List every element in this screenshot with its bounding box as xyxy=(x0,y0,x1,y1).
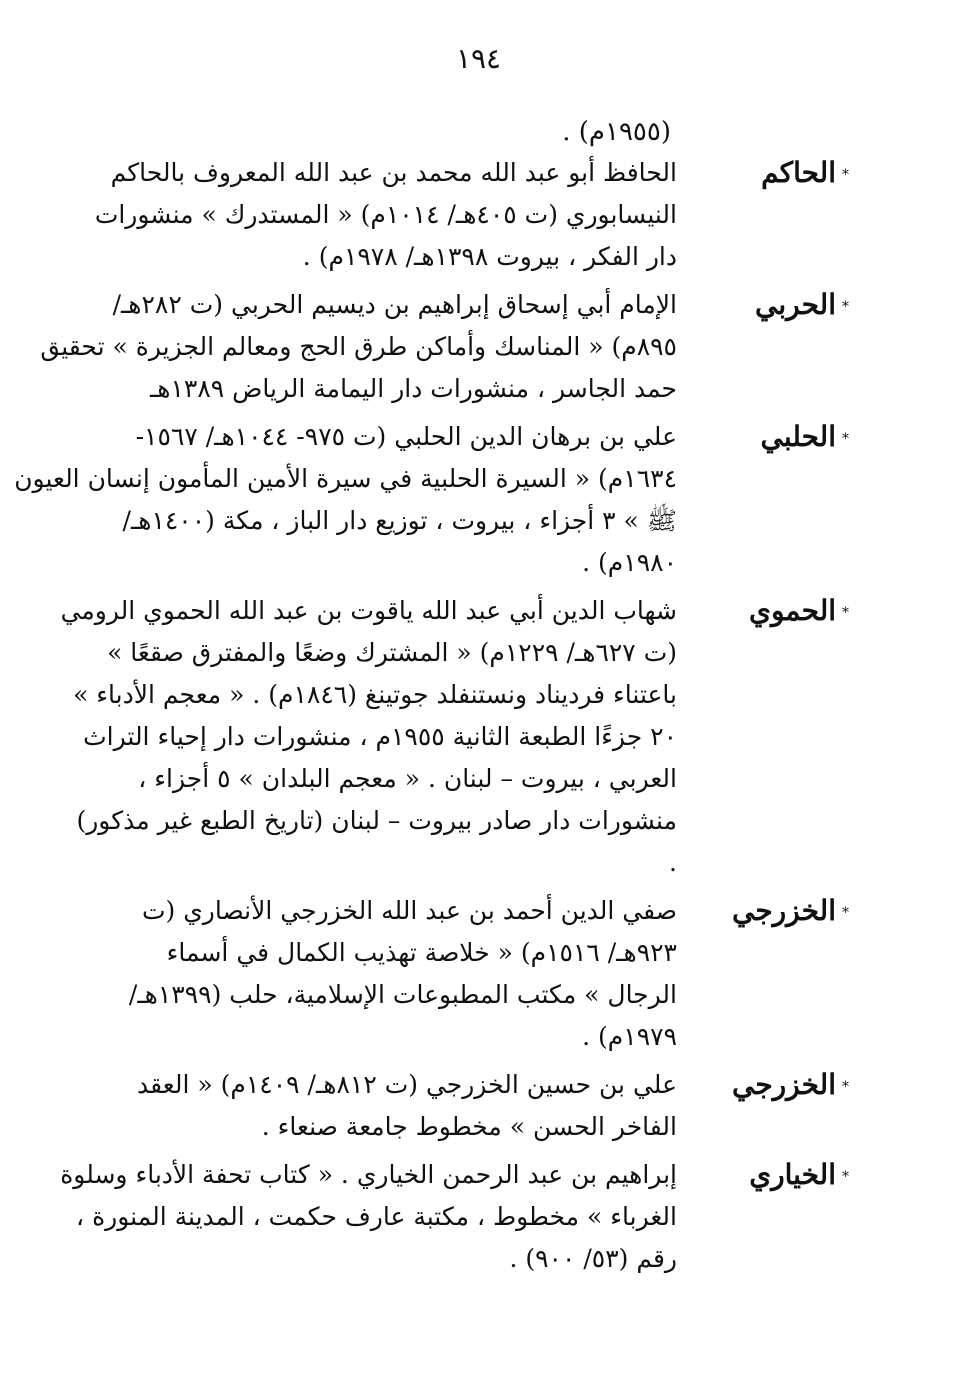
entry-author-name xyxy=(679,1154,849,1198)
entry-line: ١٩٧٩م) . xyxy=(582,1022,677,1051)
entry-line: باعتناء فرديناد ونستنفلد جوتينغ (١٨٤٦م) . « معجم الأدباء » xyxy=(73,680,677,709)
entry-line: ٢٠ جزءًا الطبعة الثانية ١٩٥٥م ، منشورات دار إحياء التراث xyxy=(83,722,677,751)
entry-line: الفاخر الحسن » مخطوط جامعة صنعاء . xyxy=(261,1112,677,1141)
bibliography-entry xyxy=(0,590,957,884)
entry-line: الإمام أبي إسحاق إبراهيم بن ديسيم الحربي (ت ٢٨٢هـ/ xyxy=(112,290,677,319)
entry-author-name xyxy=(679,284,849,328)
bibliography-entry xyxy=(0,1064,957,1148)
entry-line: ١٦٣٤م) « السيرة الحلبية في سيرة الأمين المأمون إنسان العيون xyxy=(14,464,677,493)
entry-author-name xyxy=(679,890,849,934)
entry-line: شهاب الدين أبي عبد الله ياقوت بن عبد الله الحموي الرومي xyxy=(60,596,677,625)
bibliography-list xyxy=(0,152,957,1286)
entry-marker: * xyxy=(842,1078,849,1095)
entry-line: ﷺ » ٣ أجزاء ، بيروت ، توزيع دار الباز ، مكة (١٤٠٠هـ/ xyxy=(122,506,677,535)
entry-marker: * xyxy=(842,1168,849,1185)
entry-line: رقم (٥٣/ ٩٠٠) . xyxy=(509,1244,677,1273)
entry-description xyxy=(60,1154,677,1280)
entry-line: النيسابوري (ت ٤٠٥هـ/ ١٠١٤م) « المستدرك » منشورات xyxy=(94,200,677,229)
bibliography-entry xyxy=(0,152,957,278)
entry-name-text: الخياري xyxy=(749,1158,836,1191)
entry-line: علي بن برهان الدين الحلبي (ت ٩٧٥- ١٠٤٤هـ/ ١٥٦٧- xyxy=(135,422,677,451)
entry-description xyxy=(60,590,677,884)
entry-name-text: الحاكم xyxy=(761,156,836,189)
entry-line: صفي الدين أحمد بن عبد الله الخزرجي الأنصاري (ت xyxy=(142,896,677,925)
entry-description xyxy=(40,284,677,410)
entry-line: الرجال » مكتب المطبوعات الإسلامية، حلب (١٣٩٩هـ/ xyxy=(128,980,677,1009)
entry-marker: * xyxy=(842,166,849,183)
bibliography-entry xyxy=(0,416,957,584)
page-number: ١٩٤ xyxy=(455,42,502,75)
entry-line: دار الفكر ، بيروت ١٣٩٨هـ/ ١٩٧٨م) . xyxy=(302,242,677,271)
entry-description xyxy=(94,152,677,278)
entry-line: إبراهيم بن عبد الرحمن الخياري . « كتاب تحفة الأدباء وسلوة xyxy=(60,1160,677,1189)
entry-name-text: الخزرجي xyxy=(731,1068,836,1101)
entry-author-name xyxy=(679,1064,849,1108)
entry-author-name xyxy=(679,590,849,634)
entry-line: الحافظ أبو عبد الله محمد بن عبد الله المعروف بالحاكم xyxy=(110,158,677,187)
entry-line: العربي ، بيروت – لبنان . « معجم البلدان » ٥ أجزاء ، xyxy=(138,764,677,793)
entry-line: منشورات دار صادر بيروت – لبنان (تاريخ الطبع غير مذكور) xyxy=(76,806,677,835)
entry-line: حمد الجاسر ، منشورات دار اليمامة الرياض ١٣٨٩هـ xyxy=(149,374,677,403)
entry-marker: * xyxy=(842,604,849,621)
entry-marker: * xyxy=(842,298,849,315)
entry-line: ١٩٨٠م) . xyxy=(582,548,677,577)
continuation-line: (١٩٥٥م) . xyxy=(562,117,671,147)
entry-line: . xyxy=(669,848,677,877)
bibliography-entry xyxy=(0,1154,957,1280)
entry-line: الغرباء » مخطوط ، مكتبة عارف حكمت ، المدينة المنورة ، xyxy=(76,1202,677,1231)
entry-description xyxy=(117,1064,677,1148)
entry-author-name xyxy=(679,416,849,460)
entry-marker: * xyxy=(842,904,849,921)
entry-description xyxy=(14,416,677,584)
entry-name-text: الحلبي xyxy=(760,420,836,453)
entry-line: ٨٩٥م) « المناسك وأماكن طرق الحج ومعالم الجزيرة » تحقيق xyxy=(40,332,677,361)
entry-name-text: الحموي xyxy=(749,594,836,627)
entry-author-name xyxy=(679,152,849,196)
entry-line: علي بن حسين الخزرجي (ت ٨١٢هـ/ ١٤٠٩م) « العقد xyxy=(137,1070,677,1099)
entry-name-text: الحربي xyxy=(755,288,836,321)
bibliography-entry xyxy=(0,890,957,1058)
entry-marker: * xyxy=(842,430,849,447)
entry-line: (ت ٦٢٧هـ/ ١٢٢٩م) « المشترك وضعًا والمفترق صقعًا » xyxy=(107,638,677,667)
bibliography-entry xyxy=(0,284,957,410)
entry-description xyxy=(117,890,677,1058)
entry-name-text: الخزرجي xyxy=(731,894,836,927)
entry-line: ٩٢٣هـ/ ١٥١٦م) « خلاصة تهذيب الكمال في أسماء xyxy=(166,938,677,967)
